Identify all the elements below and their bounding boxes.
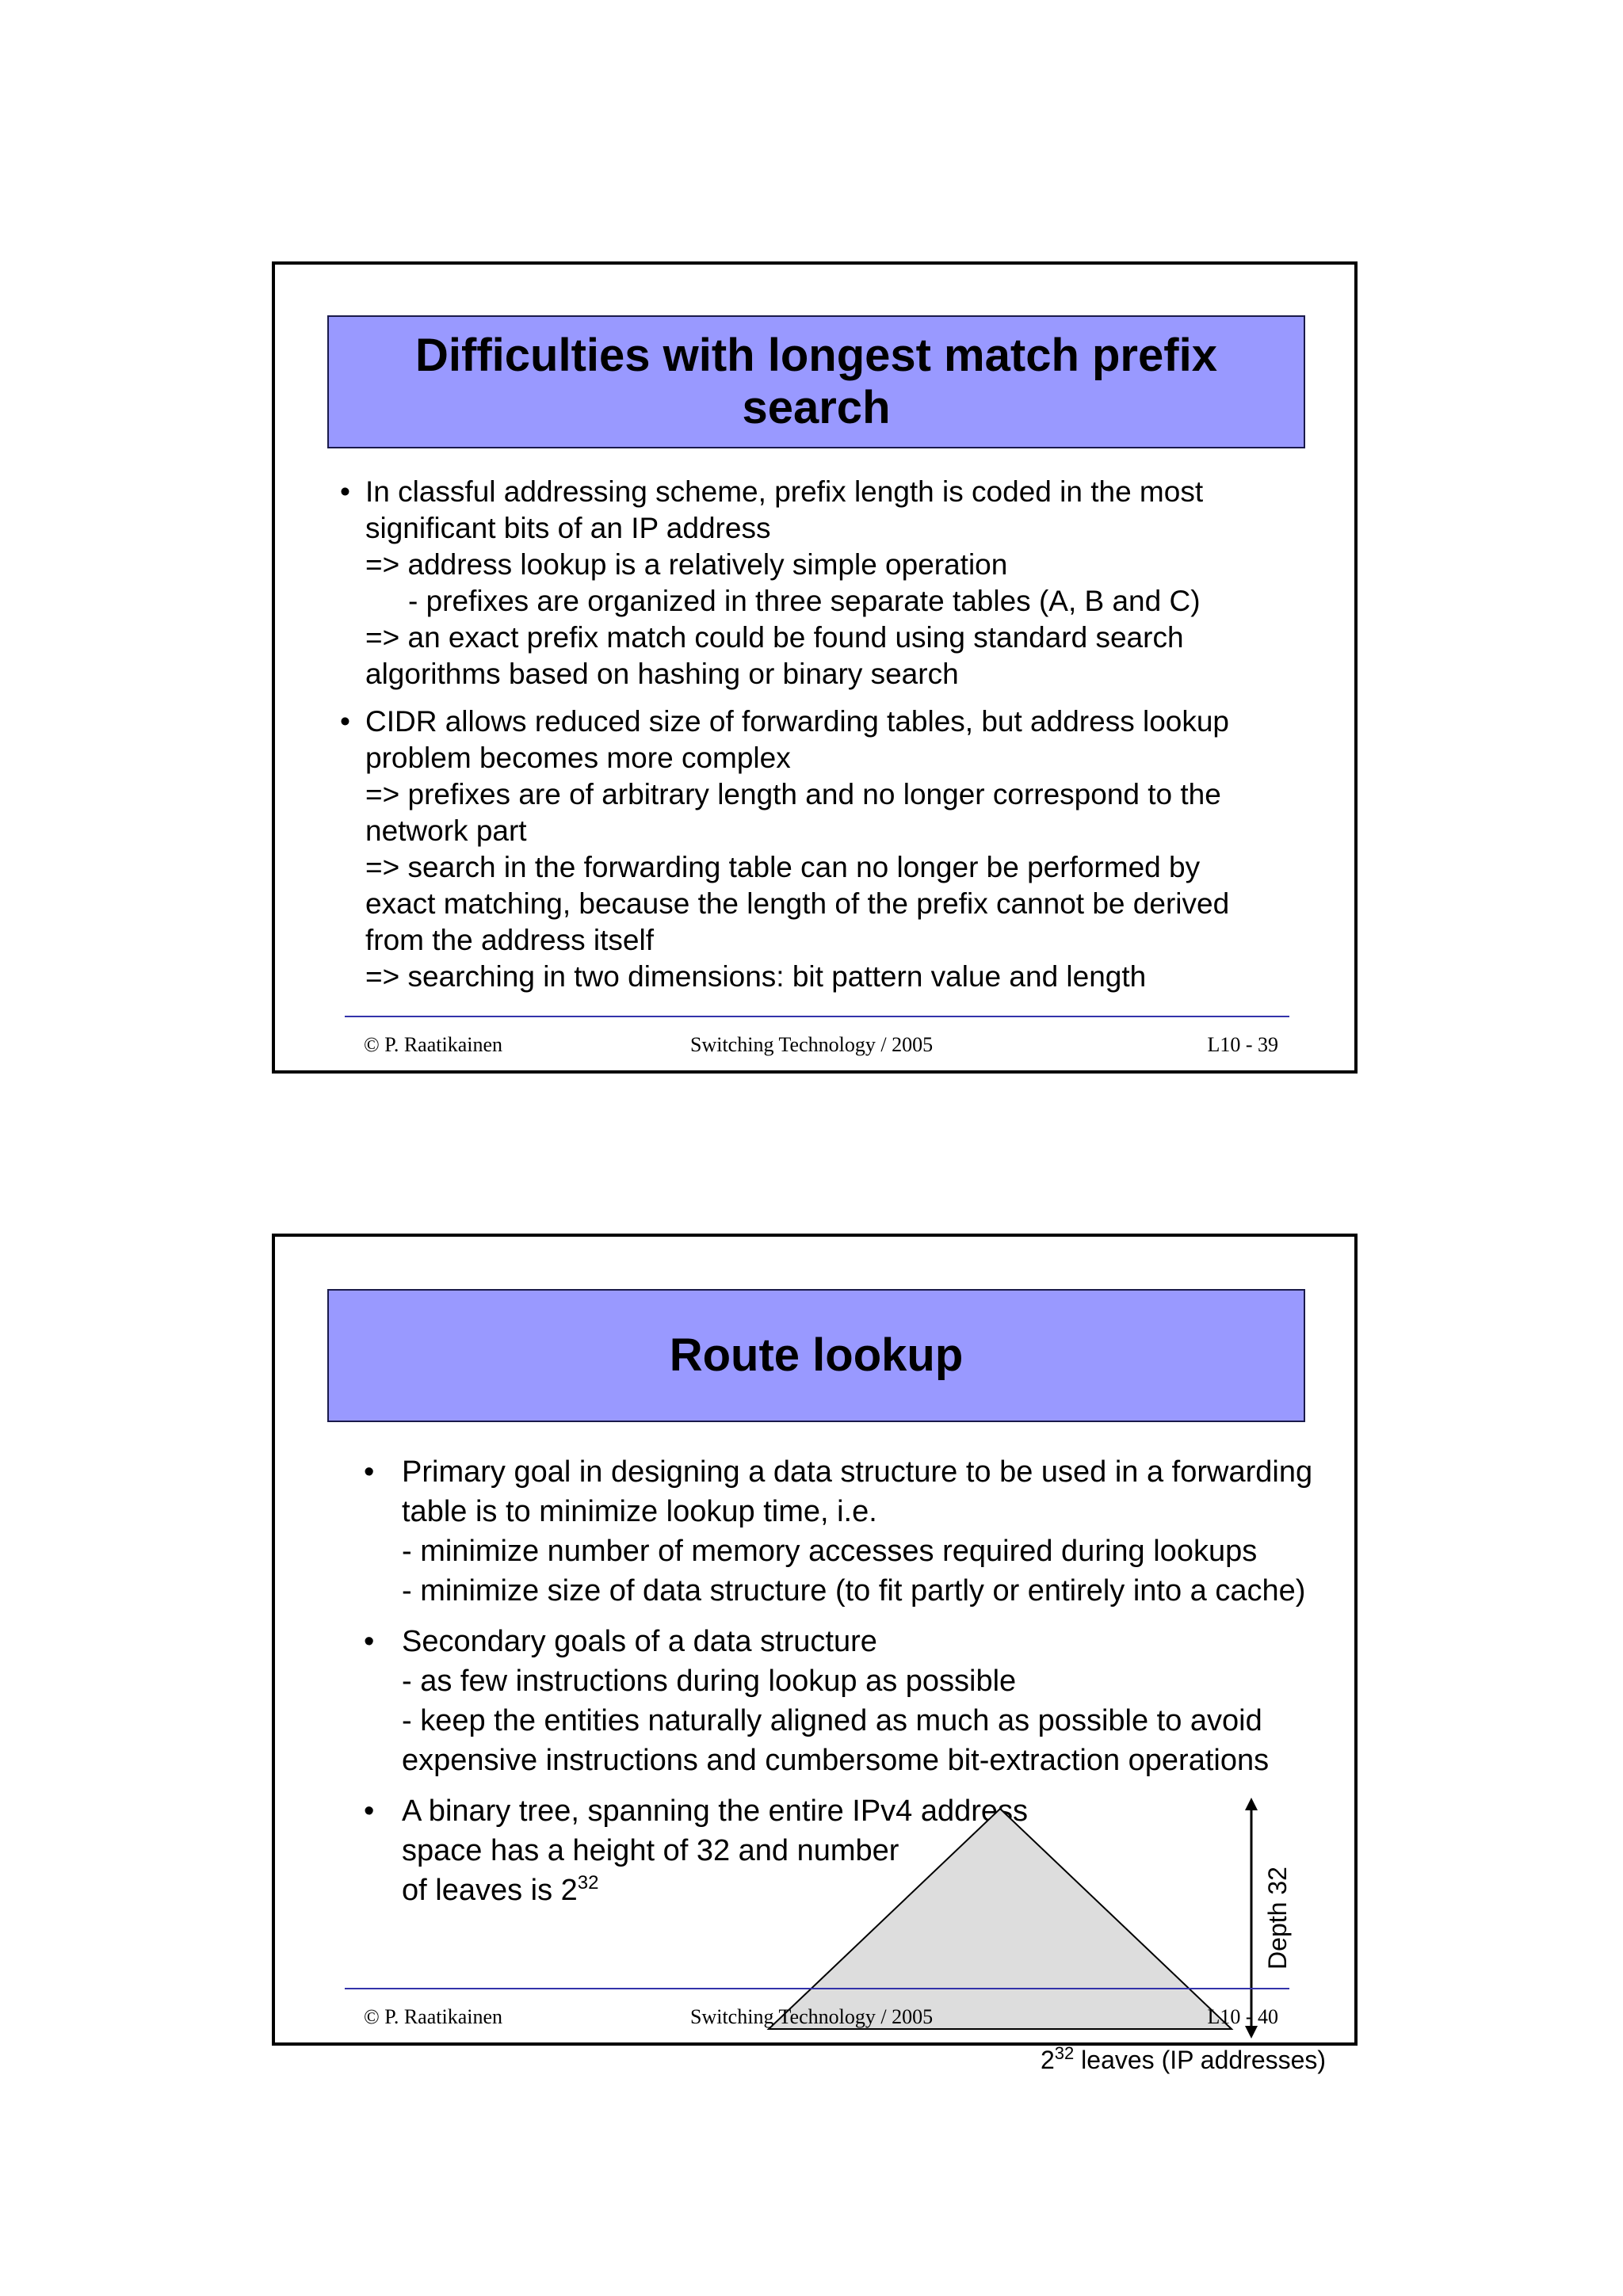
bullet-line: In classful addressing scheme, prefix length is coded in the most [365,475,1204,508]
bullet-dot: • [340,475,350,508]
binary-tree-diagram [275,1237,1354,2074]
bullet-line: space has a height of 32 and number [402,1834,899,1867]
bullet-line: from the address itself [365,924,654,956]
bullet-line: => searching in two dimensions: bit pattern value and length [365,960,1147,993]
bullet-line: exact matching, because the length of the prefix cannot be derived [365,887,1230,920]
footer-author: © P. Raatikainen [364,2005,503,2028]
tree-triangle-shape [769,1809,1232,2029]
slide-1 [272,261,1358,1074]
bullet-line: table is to minimize lookup time, i.e. [402,1495,877,1528]
footer-course: Switching Technology / 2005 [690,2005,934,2028]
slide-title-box [327,315,1305,448]
leaves-text: of leaves is 2 [402,1874,578,1907]
footer-slide-number: L10 - 40 [1207,2005,1278,2028]
depth-label: Depth 32 [1263,1867,1292,1970]
bullet-line: - minimize size of data structure (to fit partly or entirely into a cache) [402,1574,1306,1608]
leaves-suffix: leaves (IP addresses) [1074,2046,1327,2074]
title-line: search [742,382,891,433]
depth-arrow-head-top [1245,1798,1258,1810]
footer-divider [345,1016,1289,1017]
bullet-item [340,704,1315,995]
footer-slide-number: L10 - 39 [1207,1033,1278,1056]
exponent: 32 [577,1872,599,1894]
bullet-line: => prefixes are of arbitrary length and no longer correspond to the [365,778,1221,810]
bullet-line: - prefixes are organized in three separate tables (A, B and C) [408,585,1201,617]
leaves-exponent: 32 [1054,2043,1075,2063]
bullet-line: significant bits of an IP address [365,512,771,544]
bullet-line: Primary goal in designing a data structure to be used in a forwarding [402,1455,1313,1489]
bullet-dot: • [364,1455,375,1489]
bullet-line: - as few instructions during lookup as possible [402,1665,1017,1698]
bullet-line: A binary tree, spanning the entire IPv4 address [402,1794,1029,1828]
slide-title [415,330,1217,434]
slide-2 [272,1234,1358,2074]
bullet-line: => address lookup is a relatively simple operation [365,548,1008,581]
bullet-line: CIDR allows reduced size of forwarding tables, but address lookup [365,705,1230,738]
footer-course: Switching Technology / 2005 [690,1033,934,1056]
footer-divider [345,1988,1289,1989]
leaves-base: 2 [1041,2046,1055,2074]
bullet-line: network part [365,814,527,847]
bullet-dot: • [364,1625,375,1658]
bullet-line: => search in the forwarding table can no longer be performed by [365,851,1201,883]
title-line: Difficulties with longest match prefix [415,330,1217,381]
bullet-line: algorithms based on hashing or binary search [365,658,959,690]
leaves-label [1041,2043,1326,2074]
bullet-line: problem becomes more complex [365,742,791,774]
footer-author: © P. Raatikainen [364,1033,503,1056]
bullet-line: - keep the entities naturally aligned as much as possible to avoid [402,1704,1262,1737]
bullet-dot: • [364,1794,375,1828]
bullet-line: => an exact prefix match could be found using standard search [365,621,1184,654]
title-line: Route lookup [669,1329,964,1381]
slide-body [340,474,1315,1006]
bullet-line: Secondary goals of a data structure [402,1625,877,1658]
bullet-dot: • [340,705,350,738]
bullet-line: expensive instructions and cumbersome bit-extraction operations [402,1744,1270,1777]
bullet-line: - minimize number of memory accesses required during lookups [402,1535,1258,1568]
bullet-item [340,474,1315,692]
